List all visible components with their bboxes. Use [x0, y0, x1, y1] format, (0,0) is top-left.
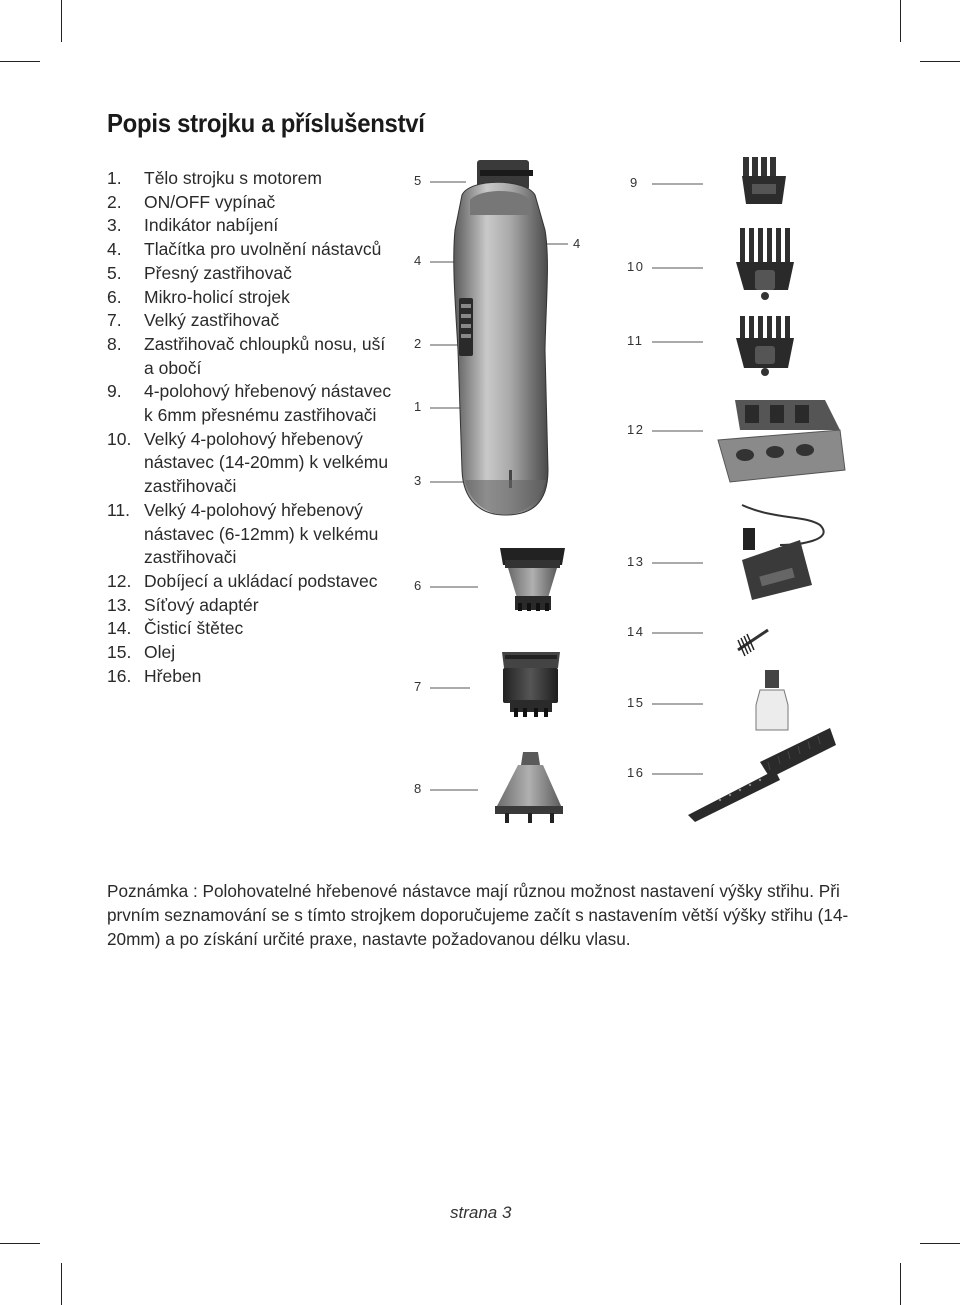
item-text: Tlačítka pro uvolnění nástavců [144, 239, 382, 260]
callout-11: 11 [627, 333, 644, 348]
item-number: 8. [107, 333, 122, 354]
comb-attachment-11 [736, 316, 794, 376]
item-number: 15. [107, 642, 132, 663]
callout-3: 3 [414, 473, 423, 488]
item-text: Zastřihovač chloupků nosu, uší a obočí [144, 333, 386, 378]
note-paragraph: Poznámka : Polohovatelné hřebenové nástavce mají různou možnost nastavení výšky střihu. Při prvním seznamování se s tímto strojkem doporučujeme začít s nastavením větší výšky střihu (14-20mm) a po získání určité praxe, nastavte požadovanou délku vlasu. [107, 881, 849, 949]
item-text: 4-polohový hřebenový nástavec k 6mm přesnému zastřihovači [144, 381, 392, 426]
callout-7: 7 [414, 679, 423, 694]
item-number: 10. [107, 428, 132, 449]
callout-12: 12 [627, 422, 645, 437]
large-trimmer-head [502, 652, 560, 717]
item-text: Velký 4-polohový hřebenový nástavec (14-20mm) k velkému zastřihovači [144, 428, 389, 497]
item-text: Velký 4-polohový hřebenový nástavec (6-12mm) k velkému zastřihovači [144, 499, 379, 568]
item-number: 4. [107, 239, 122, 260]
item-number: 11. [107, 499, 131, 520]
item-number: 16. [107, 665, 132, 686]
item-text: Mikro-holicí strojek [144, 286, 290, 307]
item-text: Indikátor nabíjení [144, 215, 279, 236]
item-text: Dobíjecí a ukládací podstavec [144, 570, 378, 591]
cleaning-brush [738, 630, 768, 656]
nose-trimmer-head [495, 752, 563, 823]
comb-attachment-9 [742, 157, 786, 204]
item-text: ON/OFF vypínač [144, 191, 276, 212]
callout-4-right: 4 [573, 236, 582, 251]
page-title: Popis strojku a příslušenství [107, 108, 425, 138]
callout-15: 15 [627, 695, 645, 710]
callout-6: 6 [414, 578, 423, 593]
callout-14: 14 [627, 624, 645, 639]
item-text: Tělo strojku s motorem [144, 168, 322, 188]
callout-2: 2 [414, 336, 423, 351]
callout-9: 9 [630, 175, 639, 190]
callout-8: 8 [414, 781, 423, 796]
oil-bottle [756, 670, 788, 730]
item-text: Čisticí štětec [144, 618, 244, 639]
item-number: 9. [107, 381, 122, 402]
item-number: 1. [107, 168, 122, 188]
trimmer-body [454, 160, 548, 515]
callout-13: 13 [627, 554, 645, 569]
item-text: Olej [144, 642, 176, 663]
comb-attachment-10 [736, 228, 794, 300]
item-number: 12. [107, 570, 132, 591]
callout-10: 10 [627, 259, 645, 274]
item-number: 6. [107, 286, 122, 307]
item-number: 7. [107, 310, 122, 331]
item-number: 3. [107, 215, 122, 236]
charging-stand [718, 400, 845, 482]
micro-shaver-head [500, 548, 565, 611]
item-text: Hřeben [144, 665, 202, 686]
hair-comb [688, 728, 836, 822]
item-number: 2. [107, 191, 122, 212]
power-adapter [742, 505, 824, 600]
page-number: strana 3 [450, 1203, 512, 1222]
item-number: 14. [107, 618, 132, 639]
item-text: Přesný zastřihovač [144, 262, 292, 283]
item-number: 5. [107, 262, 122, 283]
callout-5: 5 [414, 173, 423, 188]
item-number: 13. [107, 594, 132, 615]
callout-4-left: 4 [414, 253, 423, 268]
callout-1: 1 [414, 399, 423, 414]
item-text: Síťový adaptér [144, 594, 259, 615]
callout-16: 16 [627, 765, 645, 780]
item-text: Velký zastřihovač [144, 310, 280, 331]
